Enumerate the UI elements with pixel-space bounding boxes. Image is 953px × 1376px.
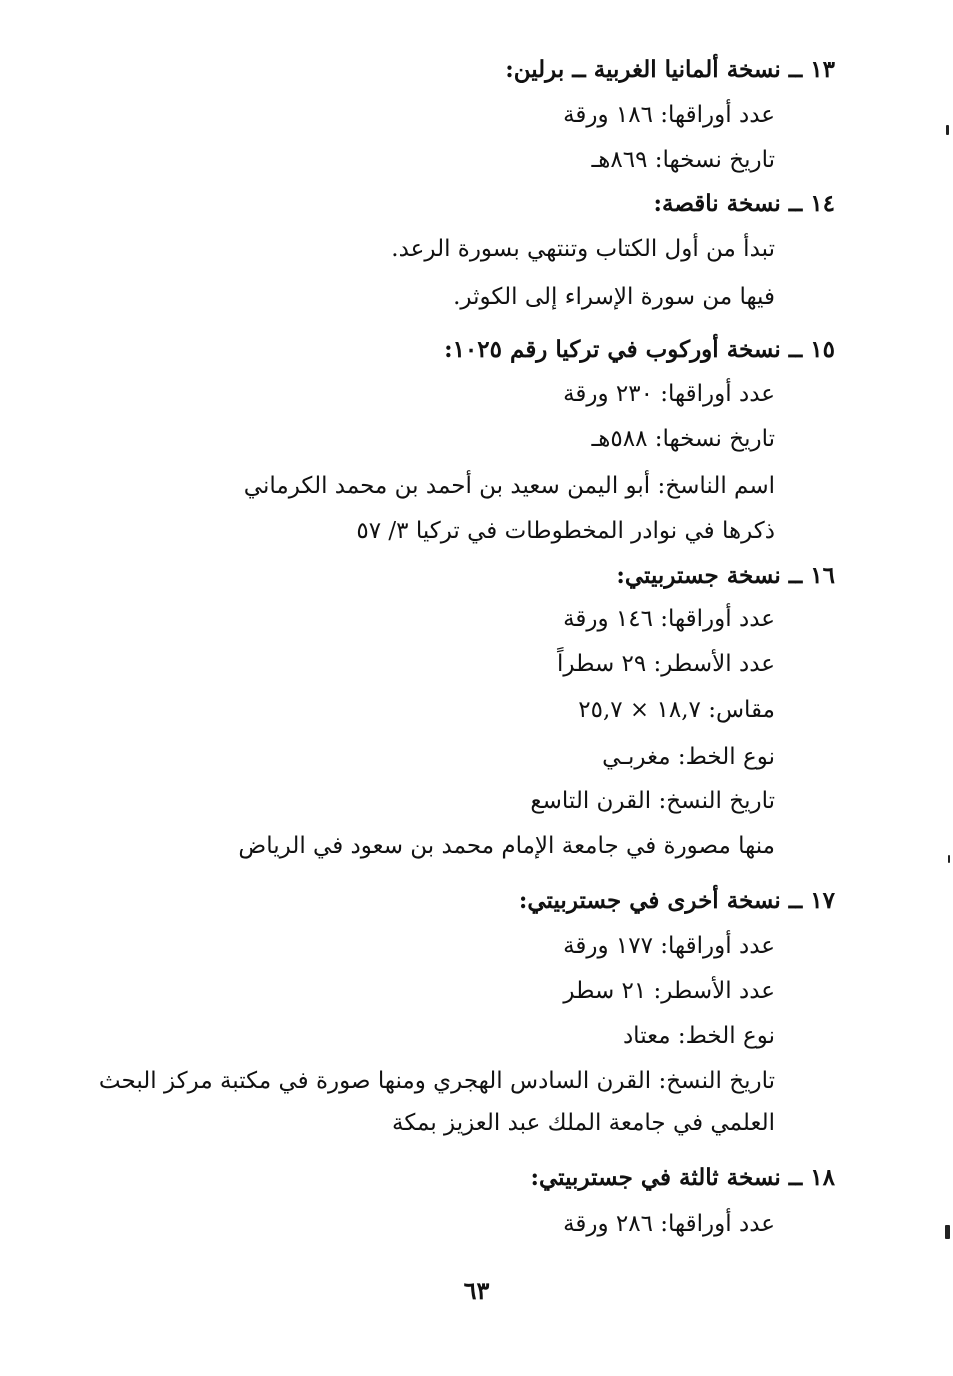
text-line: عدد أوراقها: ١٤٦ ورقة (563, 606, 775, 632)
text-line: تاريخ النسخ: القرن السادس الهجري ومنها صورة في مكتبة مركز البحث (98, 1068, 775, 1094)
scan-mark (948, 855, 950, 863)
text-line: عدد أوراقها: ١٧٧ ورقة (563, 933, 775, 959)
text-line: عدد الأسطر: ٢٩ سطراً (557, 651, 775, 677)
section-heading: ١٦ ــ نسخة جستربيتي: (616, 562, 835, 589)
section-heading: ١٥ ــ نسخة أوركوب في تركيا رقم ١٠٢٥: (444, 336, 835, 363)
section-heading: ١٣ ــ نسخة ألمانيا الغربية ــ برلين: (505, 56, 835, 83)
text-line: تاريخ نسخها: ٥٨٨هـ (591, 426, 775, 452)
text-line: فيها من سورة الإسراء إلى الكوثر. (453, 284, 775, 310)
scan-mark (946, 125, 949, 135)
text-line: عدد أوراقها: ١٨٦ ورقة (563, 102, 775, 128)
text-line: نوع الخط: معتاد (622, 1023, 775, 1049)
text-line: مقاس: ١٨,٧ × ٢٥,٧ (578, 697, 775, 723)
text-line: تبدأ من أول الكتاب وتنتهي بسورة الرعد. (391, 236, 775, 262)
section-heading: ١٧ ــ نسخة أخرى في جستربيتي: (518, 887, 835, 914)
section-heading: ١٨ ــ نسخة ثالثة في جستربيتي: (530, 1164, 835, 1191)
text-line: العلمي في جامعة الملك عبد العزيز بمكة (391, 1110, 775, 1136)
section-heading: ١٤ ــ نسخة ناقصة: (653, 190, 835, 217)
text-line: نوع الخط: مغربـي (602, 744, 775, 770)
text-line: عدد أوراقها: ٢٨٦ ورقة (563, 1211, 775, 1237)
text-line: ذكرها في نوادر المخطوطات في تركيا ٣/ ٥٧ (356, 518, 775, 544)
text-line: تاريخ نسخها: ٨٦٩هـ (591, 147, 775, 173)
text-line: اسم الناسخ: أبو اليمن سعيد بن أحمد بن محمد الكرماني (243, 473, 775, 499)
page-number: ٦٣ (463, 1276, 490, 1305)
text-line: تاريخ النسخ: القرن التاسع (530, 788, 775, 814)
text-line: منها مصورة في جامعة الإمام محمد بن سعود في الرياض (238, 833, 775, 859)
text-line: عدد الأسطر: ٢١ سطر (563, 978, 775, 1004)
scan-mark (945, 1225, 950, 1239)
text-line: عدد أوراقها: ٢٣٠ ورقة (563, 381, 775, 407)
